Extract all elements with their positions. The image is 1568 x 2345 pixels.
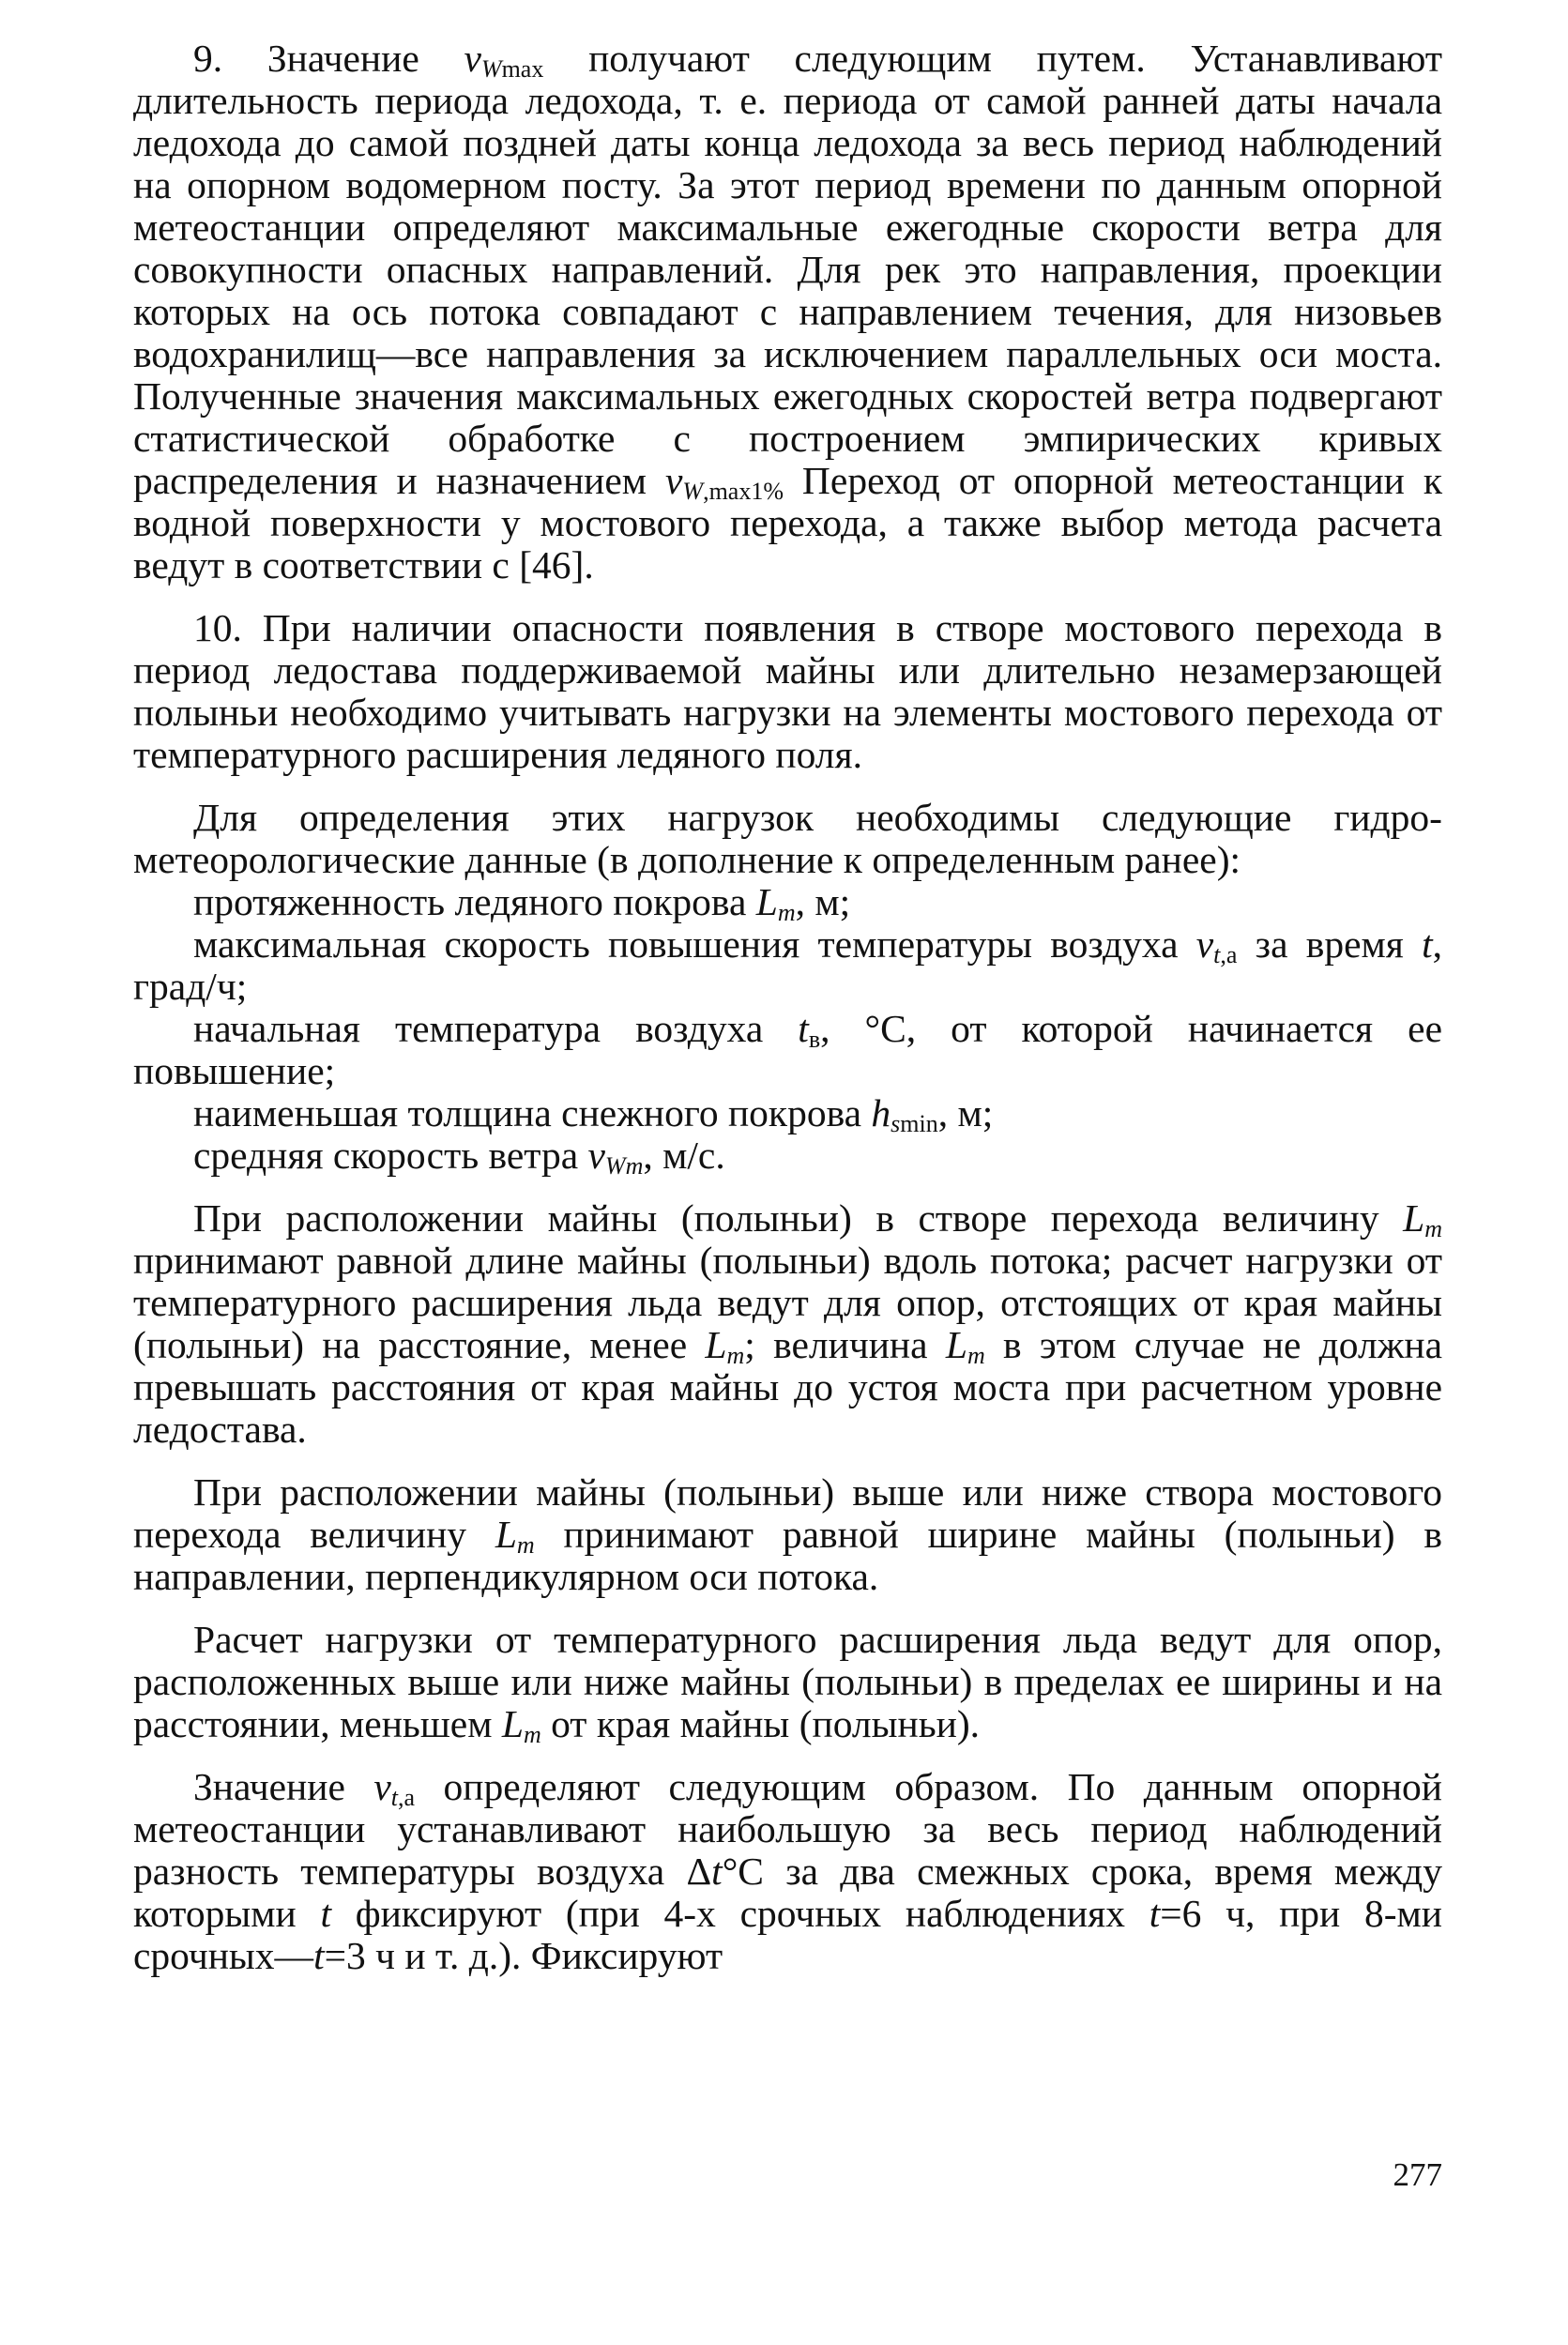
list-item: средняя скорость ветра $v_{Wm}$, м/с. (193, 1134, 725, 1180)
page-body (133, 38, 1442, 1998)
list-item: максимальная скорость повышения температуры воздуха $v_{t,a}$ за время t, град/ч; (133, 922, 1442, 1008)
paragraph-data-intro: Для определения этих нагрузок необходимы следующие гидрометеорологические данные (в дополнение к определенным ранее): (133, 796, 1442, 881)
data-list (133, 880, 1442, 1180)
paragraph-vta-value: Значение $v_{t,a}$ определяют следующим образом. По данным опорной метеостанции устанавливают наибольшую за весь период наблюдений разность температуры воздуха Δt°С за два смежных срока, время между которыми t фиксируют (при 4-х срочных наблюдениях t=6 ч, при 8-ми срочных—t=3 ч и т. д.). Фиксируют (133, 1765, 1442, 1977)
paragraph-load-calculation: Расчет нагрузки от температурного расширения льда ведут для опор, расположенных выше или ниже майны (полыньи) в пределах ее ширины и на расстоянии, меньшем $L_m$ от края майны (полыньи). (133, 1618, 1442, 1748)
paragraph-polynya-in-alignment: При расположении майны (полыньи) в створе перехода величину $L_m$ принимают равной длине майны (полыньи) вдоль потока; расчет нагрузки от температурного расширения льда ведут для опор, отстоящих от края майны (полыньи) на расстояние, менее $L_m$; величина $L_m$ в этом случае не должна превышать расстояния от края майны до устоя моста при расчетном уровне ледостава. (133, 1196, 1442, 1451)
list-item: наименьшая толщина снежного покрова $h_{smin}$, м; (193, 1091, 994, 1137)
list-item: начальная температура воздуха $t_в$, °С, от которой начинается ее повышение; (133, 1007, 1442, 1092)
paragraph-9: 9. Значение $v_{Wmax}$ получают следующим путем. Устанавливают длительность периода ледохода, т. е. периода от самой ранней даты начала ледохода до самой поздней даты конца ледохода за весь период наблюдений на опорном водомерном посту. За этот период времени по данным опорной метеостанции определяют максимальные ежегодные скорости ветра для совокупности опасных направлений. Для рек это направления, проекции которых на ось потока совпадают с направлением течения, для низовьев водохранилищ—все направления за исключением параллельных оси моста. Полученные значения максимальных ежегодных скоростей ветра подвергают статистической обработке с построением эмпирических кривых распределения и назначением $v_{W,max1\%}$ Переход от опорной метеостанции к водной поверхности у мостового перехода, а также выбор метода расчета ведут в соответствии с [46]. (133, 37, 1442, 586)
page-number: 277 (1393, 2156, 1442, 2193)
paragraph-10: 10. При наличии опасности появления в створе мостового перехода в период ледостава поддерживаемой майны или длительно незамерзающей полыньи необходимо учитывать нагрузки на элементы мостового перехода от температурного расширения ледяного поля. (133, 606, 1442, 776)
list-item: протяженность ледяного покрова $L_m$, м; (193, 880, 851, 926)
paragraph-polynya-above-below: При расположении майны (полыньи) выше или ниже створа мостового перехода величину $L_m$ принимают равной ширине майны (полыньи) в направлении, перпендикулярном оси потока. (133, 1470, 1442, 1598)
